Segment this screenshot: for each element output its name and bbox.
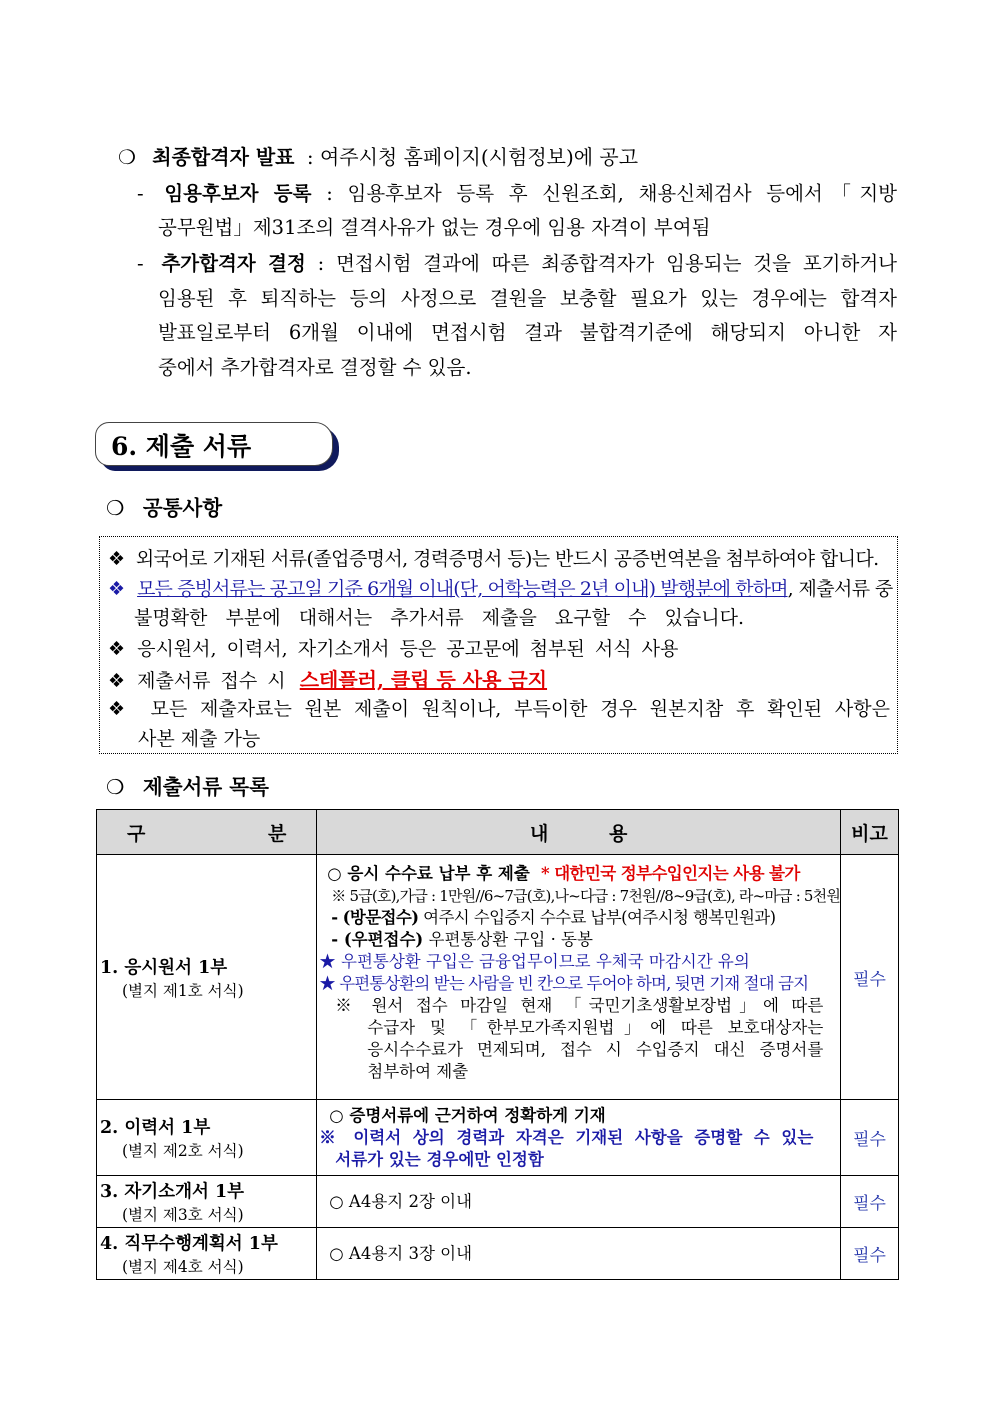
notice-2-underlined: 모든 증빙서류는 공고일 기준 6개월 이내(단, 어학능력은 2년 이내) 발행분에 한하며 <box>137 578 788 600</box>
notice-item-4 <box>108 664 547 693</box>
additional-line-1 <box>137 248 897 276</box>
notice-item-1 <box>108 544 890 571</box>
dash-bullet-icon: - <box>137 182 144 205</box>
register-line-1 <box>137 178 897 206</box>
circle-bullet-icon: ❍ <box>106 496 125 520</box>
notice-4-warning: 스테플러, 클립 등 사용 금지 <box>299 668 548 692</box>
section-title: 6. 제출 서류 <box>111 432 252 461</box>
notice-2-rest: , 제출서류 중 <box>787 578 893 600</box>
row-note: 필수 <box>841 1228 899 1280</box>
header-content: 내 용 <box>317 810 841 855</box>
additional-label: 추가합격자 결정 <box>161 252 306 275</box>
doc-form: (별지 제2호 서식) <box>122 1142 244 1160</box>
row-content: ○ 응시 수수료 납부 후 제출 * 대한민국 정부수입인지는 사용 불가 ※ 5급(호),가급 : 1만원//6~7급(호),나~다급 : 7천원//8~9급(호), 라~마급 : 5천원 - (방문접수) 여주시 수입증지 수수료 납부(여주시청 행복민원과) - (우편접수) 우편통상환 구입 · 동봉 ★ 우편통상환 구입은 금융업무이므로 우체국 마감시간 유의 ★ 우편통상환의 받는 사람을 빈 칸으로 두어야 하며, 뒷면 기재 절대 금지 ※ 원서 접수 마감일 현재 「국민기초생활보장법」에 따른 수급자 및 「한부모가족지원법」에 따른 보호대상자는 응시수수료가 면제되며, 접수 시 수입증지 대신 증명서를 첨부하여 제출 <box>317 855 841 1100</box>
row-content: ○ A4용지 3장 이내 <box>317 1228 841 1280</box>
row-note: 필수 <box>841 1100 899 1176</box>
doc-form: (별지 제1호 서식) <box>122 981 244 1000</box>
common-heading-label: 공통사항 <box>142 496 223 520</box>
additional-line-2: 임용된 후 퇴직하는 등의 사정으로 결원을 보충할 필요가 있는 경우에는 합격자 <box>158 287 897 310</box>
additional-line-4: 중에서 추가합격자로 결정할 수 있음. <box>158 356 472 379</box>
row-note: 필수 <box>841 1176 899 1228</box>
row-note: 필수 <box>841 855 899 1100</box>
doc-name: 3. 자기소개서 1부 <box>100 1182 245 1202</box>
register-line-2: 공무원법」제31조의 결격사유가 없는 경우에 임용 자격이 부여됨 <box>158 216 711 239</box>
doc-form: (별지 제3호 서식) <box>122 1206 244 1224</box>
circle-bullet-icon: ❍ <box>118 145 136 169</box>
notice-item-5 <box>108 694 890 721</box>
list-heading-label: 제출서류 목록 <box>142 775 269 799</box>
register-text-1: : 임용후보자 등록 후 신원조회, 채용신체검사 등에서「지방 <box>326 182 898 205</box>
dash-bullet-icon: - <box>137 252 144 275</box>
notice-4-text: 제출서류 접수 시 <box>137 670 286 692</box>
diamond-bullet-icon: ❖ <box>108 698 132 720</box>
diamond-bullet-icon: ❖ <box>108 578 126 600</box>
table-row <box>97 1176 899 1228</box>
section-title-box <box>95 422 337 470</box>
header-category: 구 분 <box>97 810 317 855</box>
table-row <box>97 855 899 1100</box>
notice-5-line-2: 사본 제출 가능 <box>138 728 261 750</box>
additional-line-3: 발표일로부터 6개월 이내에 면접시험 결과 불합격기준에 해당되지 아니한 자 <box>158 321 897 344</box>
row-content: ○ 증명서류에 근거하여 정확하게 기재 ※ 이력서 상의 경력과 자격은 기재된 사항을 증명할 수 있는 서류가 있는 경우에만 인정함 <box>317 1100 841 1176</box>
row-content: ○ A4용지 2장 이내 <box>317 1176 841 1228</box>
notice-2-line-2: 불명확한 부분에 대해서는 추가서류 제출을 요구할 수 있습니다. <box>134 607 744 629</box>
diamond-bullet-icon: ❖ <box>108 548 125 570</box>
documents-table <box>96 809 899 1280</box>
final-label: 최종합격자 발표 <box>152 145 295 169</box>
doc-name: 1. 응시원서 1부 <box>100 957 228 978</box>
diamond-bullet-icon: ❖ <box>108 638 126 660</box>
doc-name: 2. 이력서 1부 <box>100 1118 211 1138</box>
table-header-row <box>97 810 899 855</box>
register-label: 임용후보자 등록 <box>164 182 312 205</box>
table-row <box>97 1100 899 1176</box>
notice-box <box>99 536 898 754</box>
doc-name: 4. 직무수행계획서 1부 <box>100 1234 278 1254</box>
row-category <box>97 855 317 1100</box>
notice-5-text: 모든 제출자료는 원본 제출이 원칙이나, 부득이한 경우 원본지참 후 확인된 사항은 <box>150 698 890 720</box>
notice-item-2 <box>108 574 893 601</box>
final-announcement <box>118 141 638 170</box>
notice-item-3 <box>108 634 678 661</box>
notice-3-text: 응시원서, 이력서, 자기소개서 등은 공고문에 첨부된 서식 사용 <box>137 638 679 660</box>
row-category <box>97 1228 317 1280</box>
common-heading <box>106 491 222 521</box>
final-text: : 여주시청 홈페이지(시험정보)에 공고 <box>306 145 639 169</box>
row-category <box>97 1176 317 1228</box>
circle-bullet-icon: ❍ <box>106 775 125 799</box>
diamond-bullet-icon: ❖ <box>108 670 126 692</box>
header-note: 비고 <box>841 810 899 855</box>
notice-1-text: 외국어로 기재된 서류(졸업증명서, 경력증명서 등)는 반드시 공증번역본을 첨부하여야 합니다. <box>135 548 879 570</box>
additional-text-1: : 면접시험 결과에 따른 최종합격자가 임용되는 것을 포기하거나 <box>317 252 898 275</box>
doc-form: (별지 제4호 서식) <box>122 1258 244 1276</box>
list-heading <box>106 770 269 800</box>
row-category <box>97 1100 317 1176</box>
table-row <box>97 1228 899 1280</box>
